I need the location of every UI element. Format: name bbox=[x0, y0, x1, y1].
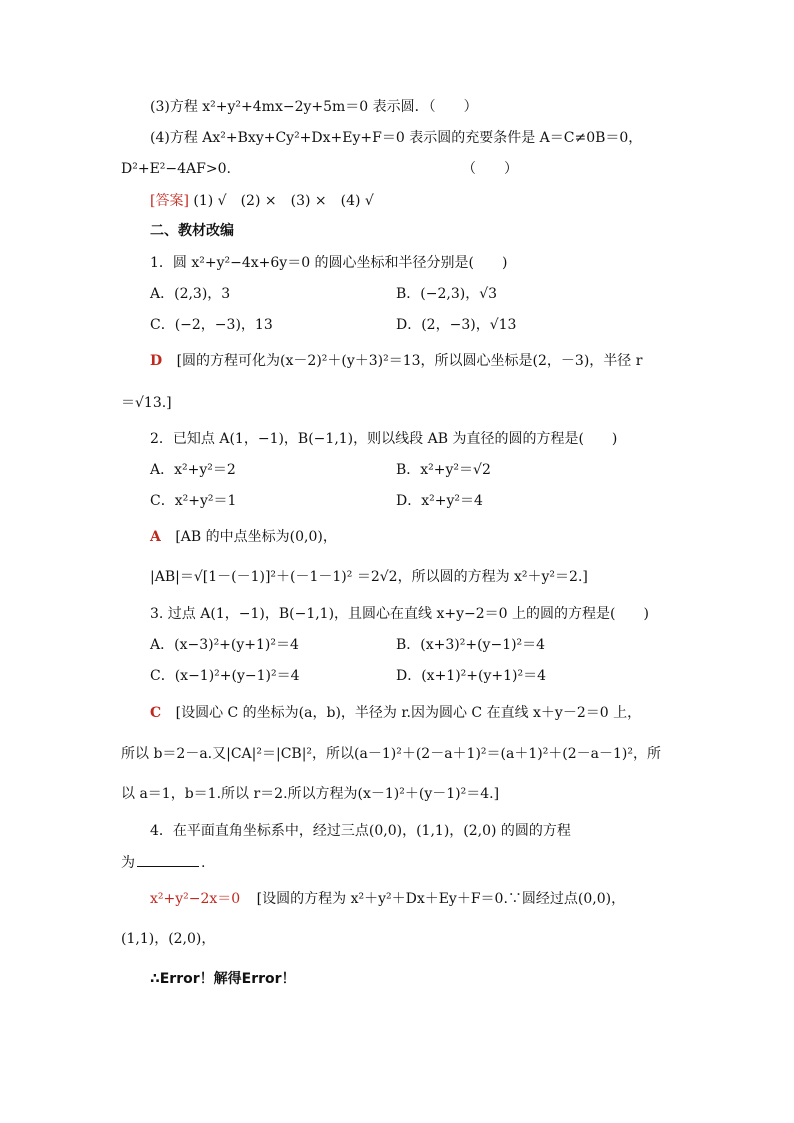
solution-4-text: [设圆的方程为 x²＋y²＋Dx＋Ey＋F＝0.∵圆经过点(0,0)， bbox=[256, 891, 626, 907]
q3-option-d: D．(x+1)²+(y+1)²＝4 bbox=[396, 668, 547, 684]
section-heading: 二、教材改编 bbox=[150, 223, 234, 239]
solution-2-line2: |AB|＝√[1－(－1)]²＋(－1－1)² ＝2√2，所以圆的方程为 x²＋y²＝2.] bbox=[150, 569, 588, 585]
q1-option-b: B．(−2,3)，√3 bbox=[396, 286, 498, 302]
q1-option-c: C．(−2，−3)，13 bbox=[150, 317, 273, 333]
solution-4-line2: (1,1)，(2,0)， bbox=[121, 931, 216, 947]
solution-2-letter: A bbox=[150, 529, 161, 545]
solution-4-answer: x²+y²−2x＝0 bbox=[150, 891, 241, 907]
solution-2-line1 bbox=[150, 528, 337, 546]
solution-4-line1 bbox=[150, 890, 625, 908]
question-4-prefix: 为 bbox=[121, 855, 135, 871]
q3-option-b: B．(x+3)²+(y−1)²＝4 bbox=[396, 637, 546, 653]
solution-1-letter: D bbox=[150, 353, 163, 369]
item-3: (3)方程 x²+y²+4mx−2y+5m＝0 表示圆．（ ） bbox=[150, 99, 478, 115]
solution-3-line3: 以 a＝1，b＝1.所以 r＝2.所以方程为(x－1)²＋(y－1)²＝4.] bbox=[121, 786, 500, 802]
solution-1-line1 bbox=[150, 352, 642, 370]
question-4-line1: 4．在平面直角坐标系中，经过三点(0,0)，(1,1)，(2,0) 的圆的方程 bbox=[150, 823, 571, 839]
question-4-suffix: . bbox=[201, 855, 206, 871]
question-4-line2 bbox=[121, 854, 205, 872]
solution-1-line2: ＝√13.] bbox=[121, 395, 172, 411]
solution-3-text: [设圆心 C 的坐标为(a，b)，半径为 r.因为圆心 C 在直线 x＋y－2＝0 上， bbox=[175, 705, 642, 721]
solution-3-letter: C bbox=[150, 705, 162, 721]
q2-option-a: A．x²+y²＝2 bbox=[150, 462, 236, 478]
q1-option-a: A．(2,3)，3 bbox=[150, 286, 231, 302]
answer-blank bbox=[137, 854, 199, 867]
item-4-line2: D²+E²−4AF>0. （ ） bbox=[121, 161, 518, 177]
q3-option-a: A．(x−3)²+(y+1)²＝4 bbox=[150, 637, 299, 653]
item-4-line1: (4)方程 Ax²+Bxy+Cy²+Dx+Ey+F＝0 表示圆的充要条件是 A＝C≠0B＝0， bbox=[150, 130, 643, 146]
question-1: 1．圆 x²+y²−4x+6y＝0 的圆心坐标和半径分别是( ) bbox=[150, 255, 508, 271]
answer-text: (1) √ (2) × (3) × (4) √ bbox=[193, 193, 374, 209]
q2-option-b: B．x²+y²＝√2 bbox=[396, 462, 491, 478]
solution-1-text: [圆的方程可化为(x－2)²＋(y＋3)²＝13，所以圆心坐标是(2，－3)，半径 r bbox=[176, 353, 643, 369]
solution-2-text: [AB 的中点坐标为(0,0)， bbox=[175, 529, 337, 545]
question-3: 3. 过点 A(1，−1)，B(−1,1)，且圆心在直线 x+y−2＝0 上的圆的方程是( ) bbox=[150, 606, 649, 622]
q2-option-c: C．x²+y²＝1 bbox=[150, 493, 237, 509]
answer-label: [答案] bbox=[150, 193, 189, 209]
solution-4-line3: ∴Error！解得Error！ bbox=[150, 971, 296, 987]
q3-option-c: C．(x−1)²+(y−1)²＝4 bbox=[150, 668, 300, 684]
q2-option-d: D．x²+y²＝4 bbox=[396, 493, 483, 509]
question-2: 2．已知点 A(1，−1)，B(−1,1)，则以线段 AB 为直径的圆的方程是( ) bbox=[150, 431, 618, 447]
solution-3-line2: 所以 b＝2－a.又|CA|²＝|CB|²，所以(a－1)²＋(2－a＋1)²＝(a＋1)²＋(2－a－1)²，所 bbox=[121, 746, 662, 762]
solution-3-line1 bbox=[150, 704, 641, 722]
q1-option-d: D．(2，−3)，√13 bbox=[396, 317, 517, 333]
answer-line bbox=[150, 192, 374, 210]
